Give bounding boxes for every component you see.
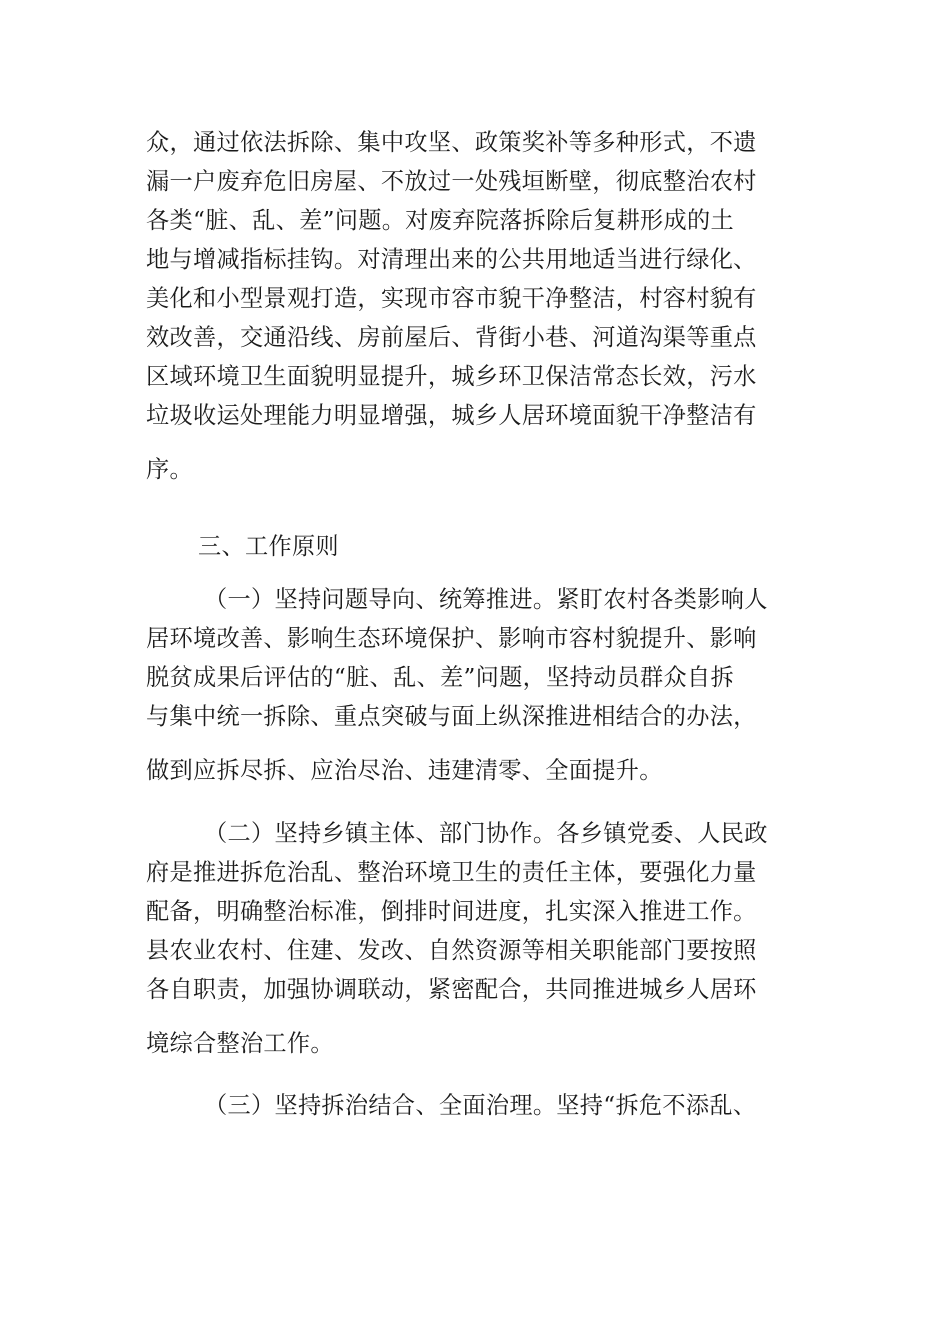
- text-line: 区域环境卫生面貌明显提升，城乡环卫保洁常态长效，污水: [146, 363, 757, 390]
- text-line: （三）坚持拆治结合、全面治理。坚持“拆危不添乱、: [204, 1092, 757, 1119]
- text-line: 美化和小型景观打造，实现市容市貌干净整洁，村容村貌有: [146, 285, 757, 312]
- text-line: 众，通过依法拆除、集中攻坚、政策奖补等多种形式，不遗: [146, 129, 757, 156]
- text-line: 府是推进拆危治乱、整治环境卫生的责任主体，要强化力量: [146, 859, 757, 886]
- text-line: 序。: [146, 456, 193, 483]
- text-line: （一）坚持问题导向、统筹推进。紧盯农村各类影响人: [204, 586, 768, 613]
- text-line: 配备，明确整治标准，倒排时间进度，扎实深入推进工作。: [146, 898, 757, 925]
- text-line: 境综合整治工作。: [146, 1030, 334, 1057]
- text-line: 与集中统一拆除、重点突破与面上纵深推进相结合的办法，: [146, 703, 757, 730]
- text-line: 县农业农村、住建、发改、自然资源等相关职能部门要按照: [146, 937, 757, 964]
- text-line: 漏一户废弃危旧房屋、不放过一处残垣断壁，彻底整治农村: [146, 168, 757, 195]
- text-line: （二）坚持乡镇主体、部门协作。各乡镇党委、人民政: [204, 820, 768, 847]
- text-line: 脱贫成果后评估的“脏、乱、差”问题，坚持动员群众自拆: [146, 664, 735, 691]
- section-heading: 三、工作原则: [198, 533, 339, 560]
- text-line: 各类“脏、乱、差”问题。对废弃院落拆除后复耕形成的土: [146, 207, 735, 234]
- text-line: 居环境改善、影响生态环境保护、影响市容村貌提升、影响: [146, 625, 757, 652]
- text-line: 效改善，交通沿线、房前屋后、背街小巷、河道沟渠等重点: [146, 324, 757, 351]
- text-line: 做到应拆尽拆、应治尽治、违建清零、全面提升。: [146, 757, 663, 784]
- text-line: 垃圾收运处理能力明显增强，城乡人居环境面貌干净整洁有: [146, 402, 757, 429]
- text-line: 各自职责，加强协调联动，紧密配合，共同推进城乡人居环: [146, 976, 757, 1003]
- text-line: 地与增减指标挂钩。对清理出来的公共用地适当进行绿化、: [146, 246, 757, 273]
